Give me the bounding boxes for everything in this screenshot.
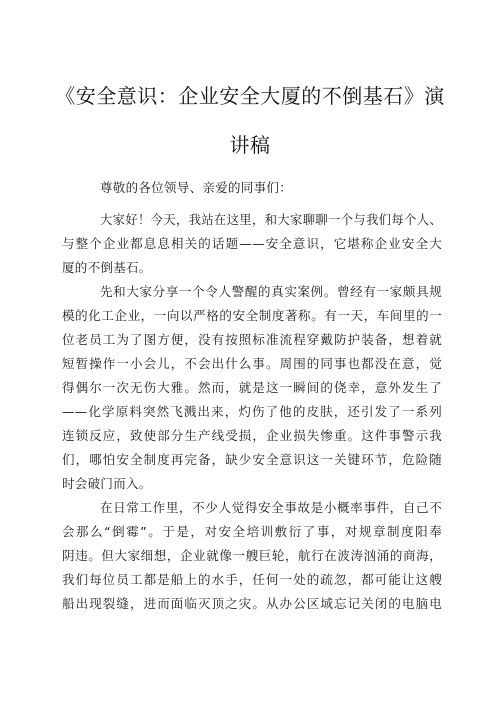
paragraph-line: 厦的不倒基石。 — [62, 260, 152, 275]
paragraph-line: 会那么“倒霉”。于是，对安全培训敷衍了事，对规章制度阳奉 — [62, 524, 442, 539]
paragraph-line: 与整个企业都息息相关的话题——安全意识，它堪称企业安全大 — [62, 236, 442, 251]
paragraph-line: ——化学原料突然飞溅出来，灼伤了他的皮肤，还引发了一系列 — [62, 404, 442, 419]
salutation: 尊敬的各位领导、亲爱的同事们： — [100, 180, 293, 195]
document-title-line-1: 《安全意识：企业安全大厦的不倒基石》演 — [55, 84, 445, 108]
paragraph-line: 阴违。但大家细想，企业就像一艘巨轮，航行在波涛汹涌的商海， — [62, 548, 442, 563]
paragraph-line: 得偶尔一次无伤大雅。然而，就是这一瞬间的侥幸，意外发生了 — [62, 380, 442, 395]
paragraph-line: 时会破门而入。 — [62, 476, 152, 491]
paragraph-line: 们，哪怕安全制度再完备，缺少安全意识这一关键环节，危险随 — [62, 452, 442, 467]
paragraph-line: 我们每位员工都是船上的水手，任何一处的疏忽，都可能让这艘 — [62, 572, 442, 587]
paragraph-line: 船出现裂缝，进而面临灭顶之灾。从办公区域忘记关闭的电脑电 — [62, 596, 442, 611]
paragraph-line: 大家好！今天，我站在这里，和大家聊聊一个与我们每个人、 — [100, 213, 442, 227]
paragraph-line: 在日常工作里，不少人觉得安全事故是小概率事件，自己不 — [100, 500, 442, 515]
paragraph-line: 短暂操作一小会儿，不会出什么事。周围的同事也都没在意，觉 — [62, 356, 442, 371]
paragraph-line: 先和大家分享一个令人警醒的真实案例。曾经有一家颇具规 — [100, 284, 442, 299]
document-title-line-2: 讲稿 — [229, 133, 271, 157]
paragraph-line: 连锁反应，致使部分生产线受损，企业损失惨重。这件事警示我 — [62, 428, 442, 443]
paragraph-line: 位老员工为了图方便，没有按照标准流程穿戴防护装备，想着就 — [62, 332, 442, 347]
paragraph-line: 模的化工企业，一向以严格的安全制度著称。有一天，车间里的一 — [62, 308, 442, 323]
